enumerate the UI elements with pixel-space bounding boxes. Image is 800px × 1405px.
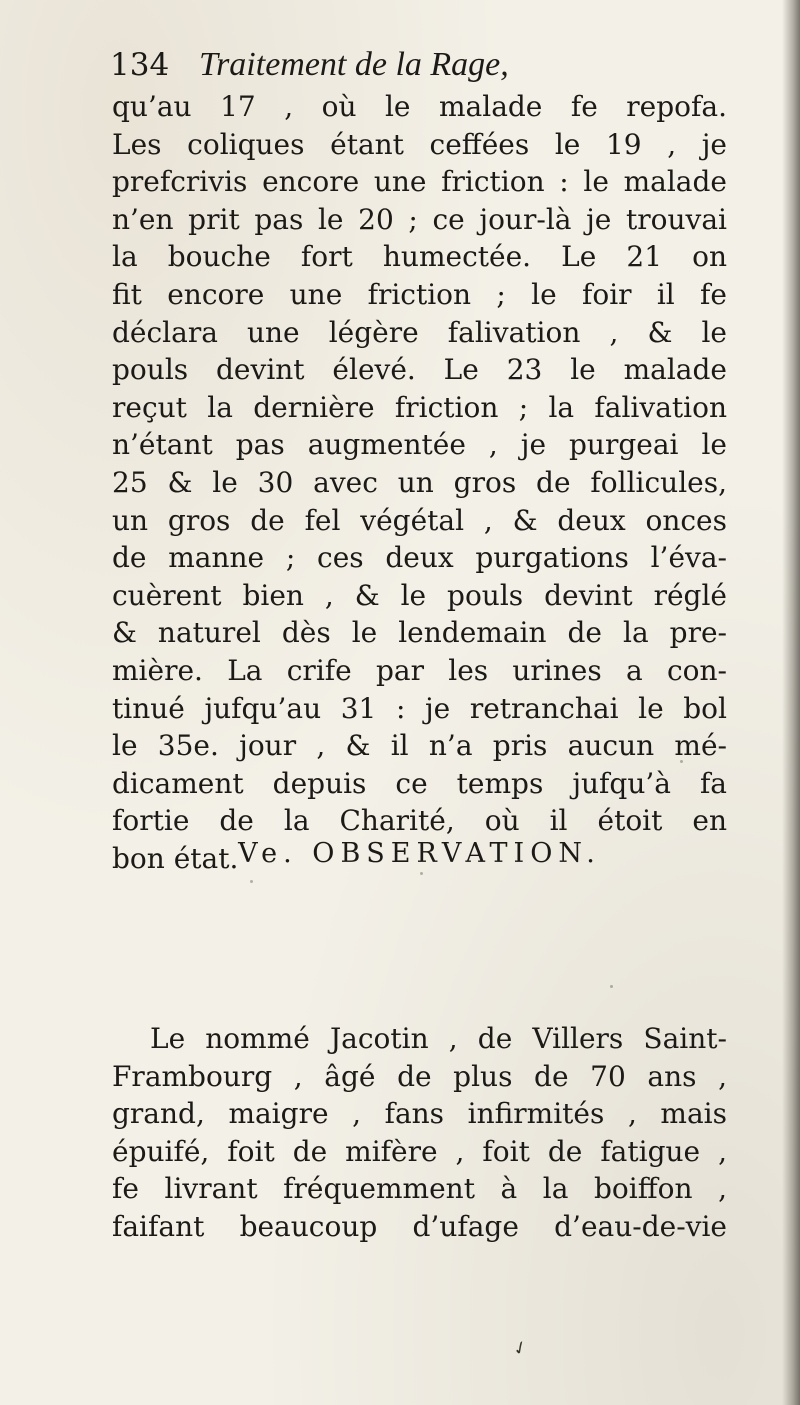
text-line: reçut la dernière friction ; la falivation [112, 390, 727, 424]
paper-speck [680, 760, 683, 763]
text-line: fit encore une friction ; le foir il fe [112, 277, 727, 311]
paragraph-2 [112, 1020, 727, 1246]
text-line: la bouche fort humectée. Le 21 on [112, 240, 727, 274]
text-line: Le nommé Jacotin , de Villers Saint- [150, 1022, 727, 1055]
text-line: 25 & le 30 avec un gros de follicules, [112, 465, 727, 499]
text-line: grand, maigre , fans infirmités , mais [112, 1097, 727, 1131]
text-line: Frambourg , âgé de plus de 70 ans , [112, 1059, 727, 1093]
text-line: tinué jufqu’au 31 : je retranchai le bol [112, 691, 727, 725]
text-line: n’en prit pas le 20 ; ce jour-là je trouvai [112, 202, 727, 236]
text-line: Les coliques étant ceffées le 19 , je [112, 127, 727, 161]
paper-speck [420, 872, 423, 875]
text-line: épuifé, foit de mifère , foit de fatigue , [112, 1134, 727, 1168]
paper-speck [250, 880, 253, 883]
text-line: pouls devint élevé. Le 23 le malade [112, 353, 727, 387]
page-header [110, 40, 710, 90]
text-line: faifant beaucoup d’ufage d’eau-de-vie [112, 1209, 727, 1243]
text-line: dicament depuis ce temps jufqu’à fa [112, 766, 727, 800]
section-heading: Ve. OBSERVATION. [238, 838, 601, 869]
text-line: n’étant pas augmentée , je purgeai le [112, 428, 727, 462]
running-title: Traitement de la Rage, [199, 46, 509, 83]
text-line: bon état. [112, 841, 239, 875]
paper-speck [610, 985, 613, 988]
text-line: de manne ; ces deux purgations l’éva- [112, 541, 727, 575]
text-line: mière. La crife par les urines a con- [112, 653, 727, 687]
page-binding-shadow [782, 0, 800, 1405]
page-number: 134 [110, 47, 170, 83]
text-line: le 35e. jour , & il n’a pris aucun mé- [112, 729, 727, 763]
text-line: fe livrant fréquemment à la boiffon , [112, 1172, 727, 1206]
paragraph-1 [112, 88, 727, 877]
text-line: prefcrivis encore une friction : le malade [112, 165, 727, 199]
printer-mark: ✓ [509, 1335, 532, 1362]
text-line: un gros de fel végétal , & deux onces [112, 503, 727, 537]
text-line: cuèrent bien , & le pouls devint réglé [112, 578, 727, 612]
text-line: déclara une légère falivation , & le [112, 315, 727, 349]
text-line: fortie de la Charité, où il étoit en [112, 804, 727, 838]
text-line: qu’au 17 , où le malade fe repofa. [112, 90, 727, 123]
text-line: & naturel dès le lendemain de la pre- [112, 616, 727, 650]
